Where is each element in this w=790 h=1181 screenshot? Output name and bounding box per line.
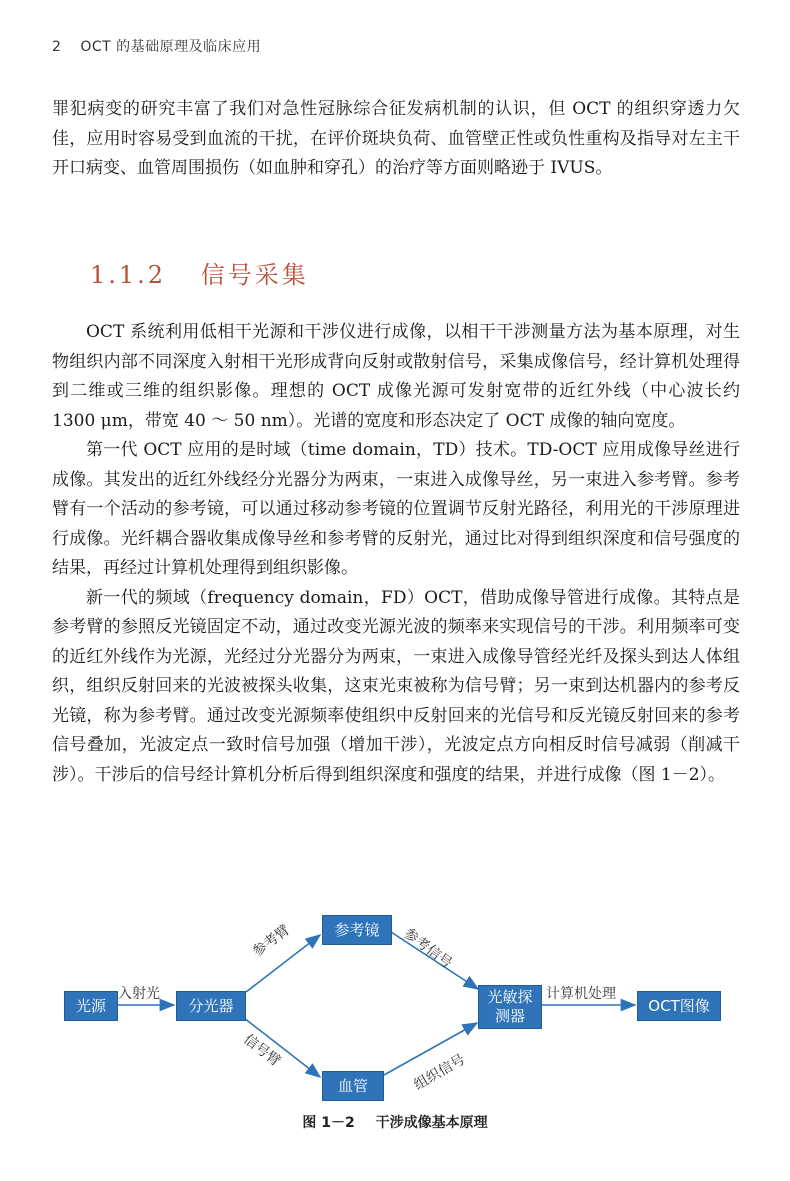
node-oct-image: OCT图像: [637, 991, 721, 1021]
section-title: 信号采集: [200, 261, 309, 289]
label-computer-processing: 计算机处理: [546, 986, 616, 1002]
intro-paragraph-block: [52, 95, 740, 184]
intro-paragraph: 罪犯病变的研究丰富了我们对急性冠脉综合征发病机制的认识，但 OCT 的组织穿透力欠佳，应用时容易受到血流的干扰，在评价斑块负荷、血管壁正性或负性重构及指导对左主干开口病变、血管周围损伤（如血肿和穿孔）的治疗等方面则略逊于 IVUS。: [52, 99, 740, 178]
node-splitter: 分光器: [176, 991, 246, 1021]
node-vessel: 血管: [322, 1071, 384, 1101]
label-reference-signal: 参考信号: [400, 925, 455, 972]
node-light-source: 光源: [64, 991, 118, 1021]
paragraph-1: OCT 系统利用低相干光源和干涉仪进行成像，以相干干涉测量方法为基本原理，对生物组织内部不同深度入射相干光形成背向反射或散射信号，采集成像信号，经计算机处理得到二维或三维的组织影像。理想的 OCT 成像光源可发射宽带的近红外线（中心波长约 1300 μm，带宽 40 ～ 50 nm）。光谱的宽度和形态决定了 OCT 成像的轴向宽度。: [52, 322, 740, 431]
label-tissue-signal: 组织信号: [411, 1051, 468, 1094]
book-title: OCT 的基础原理及临床应用: [80, 39, 262, 55]
running-head: [52, 36, 261, 56]
figure-caption: [0, 1112, 790, 1132]
interference-diagram: [0, 905, 790, 1105]
section-number: 1.1.2: [90, 261, 167, 289]
paragraph-2: 第一代 OCT 应用的是时域（time domain，TD）技术。TD-OCT 应用成像导丝进行成像。其发出的近红外线经分光器分为两束，一束进入成像导丝，另一束进入参考臂。参考臂有一个活动的参考镜，可以通过移动参考镜的位置调节反射光路径，利用光的干涉原理进行成像。光纤耦合器收集成像导丝和参考臂的反射光，通过比对得到组织深度和信号强度的结果，再经过计算机处理得到组织影像。: [52, 440, 740, 578]
node-reference-mirror: 参考镜: [322, 915, 392, 945]
body-paragraphs: [52, 318, 740, 790]
label-incident-light: 入射光: [118, 986, 160, 1002]
section-heading: [90, 255, 309, 290]
page-number: 2: [52, 39, 62, 55]
caption-number: 图 1－2: [302, 1115, 355, 1131]
caption-title: 干涉成像基本原理: [375, 1115, 488, 1131]
paragraph-3: 新一代的频域（frequency domain，FD）OCT，借助成像导管进行成像。其特点是参考臂的参照反光镜固定不动，通过改变光源光波的频率来实现信号的干涉。利用频率可变的近红外线作为光源，光经过分光器分为两束，一束进入成像导管经光纤及探头到达人体组织，组织反射回来的光波被探头收集，这束光束被称为信号臂；另一束到达机器内的参考反光镜，称为参考臂。通过改变光源频率使组织中反射回来的光信号和反光镜反射回来的参考信号叠加，光波定点一致时信号加强（增加干涉），光波定点方向相反时信号减弱（削减干涉）。干涉后的信号经计算机分析后得到组织深度和强度的结果，并进行成像（图 1－2）。: [52, 587, 740, 785]
label-signal-arm: 信号臂: [240, 1031, 284, 1070]
label-reference-arm: 参考臂: [249, 922, 293, 961]
node-photodetector: 光敏探测器: [478, 985, 542, 1029]
